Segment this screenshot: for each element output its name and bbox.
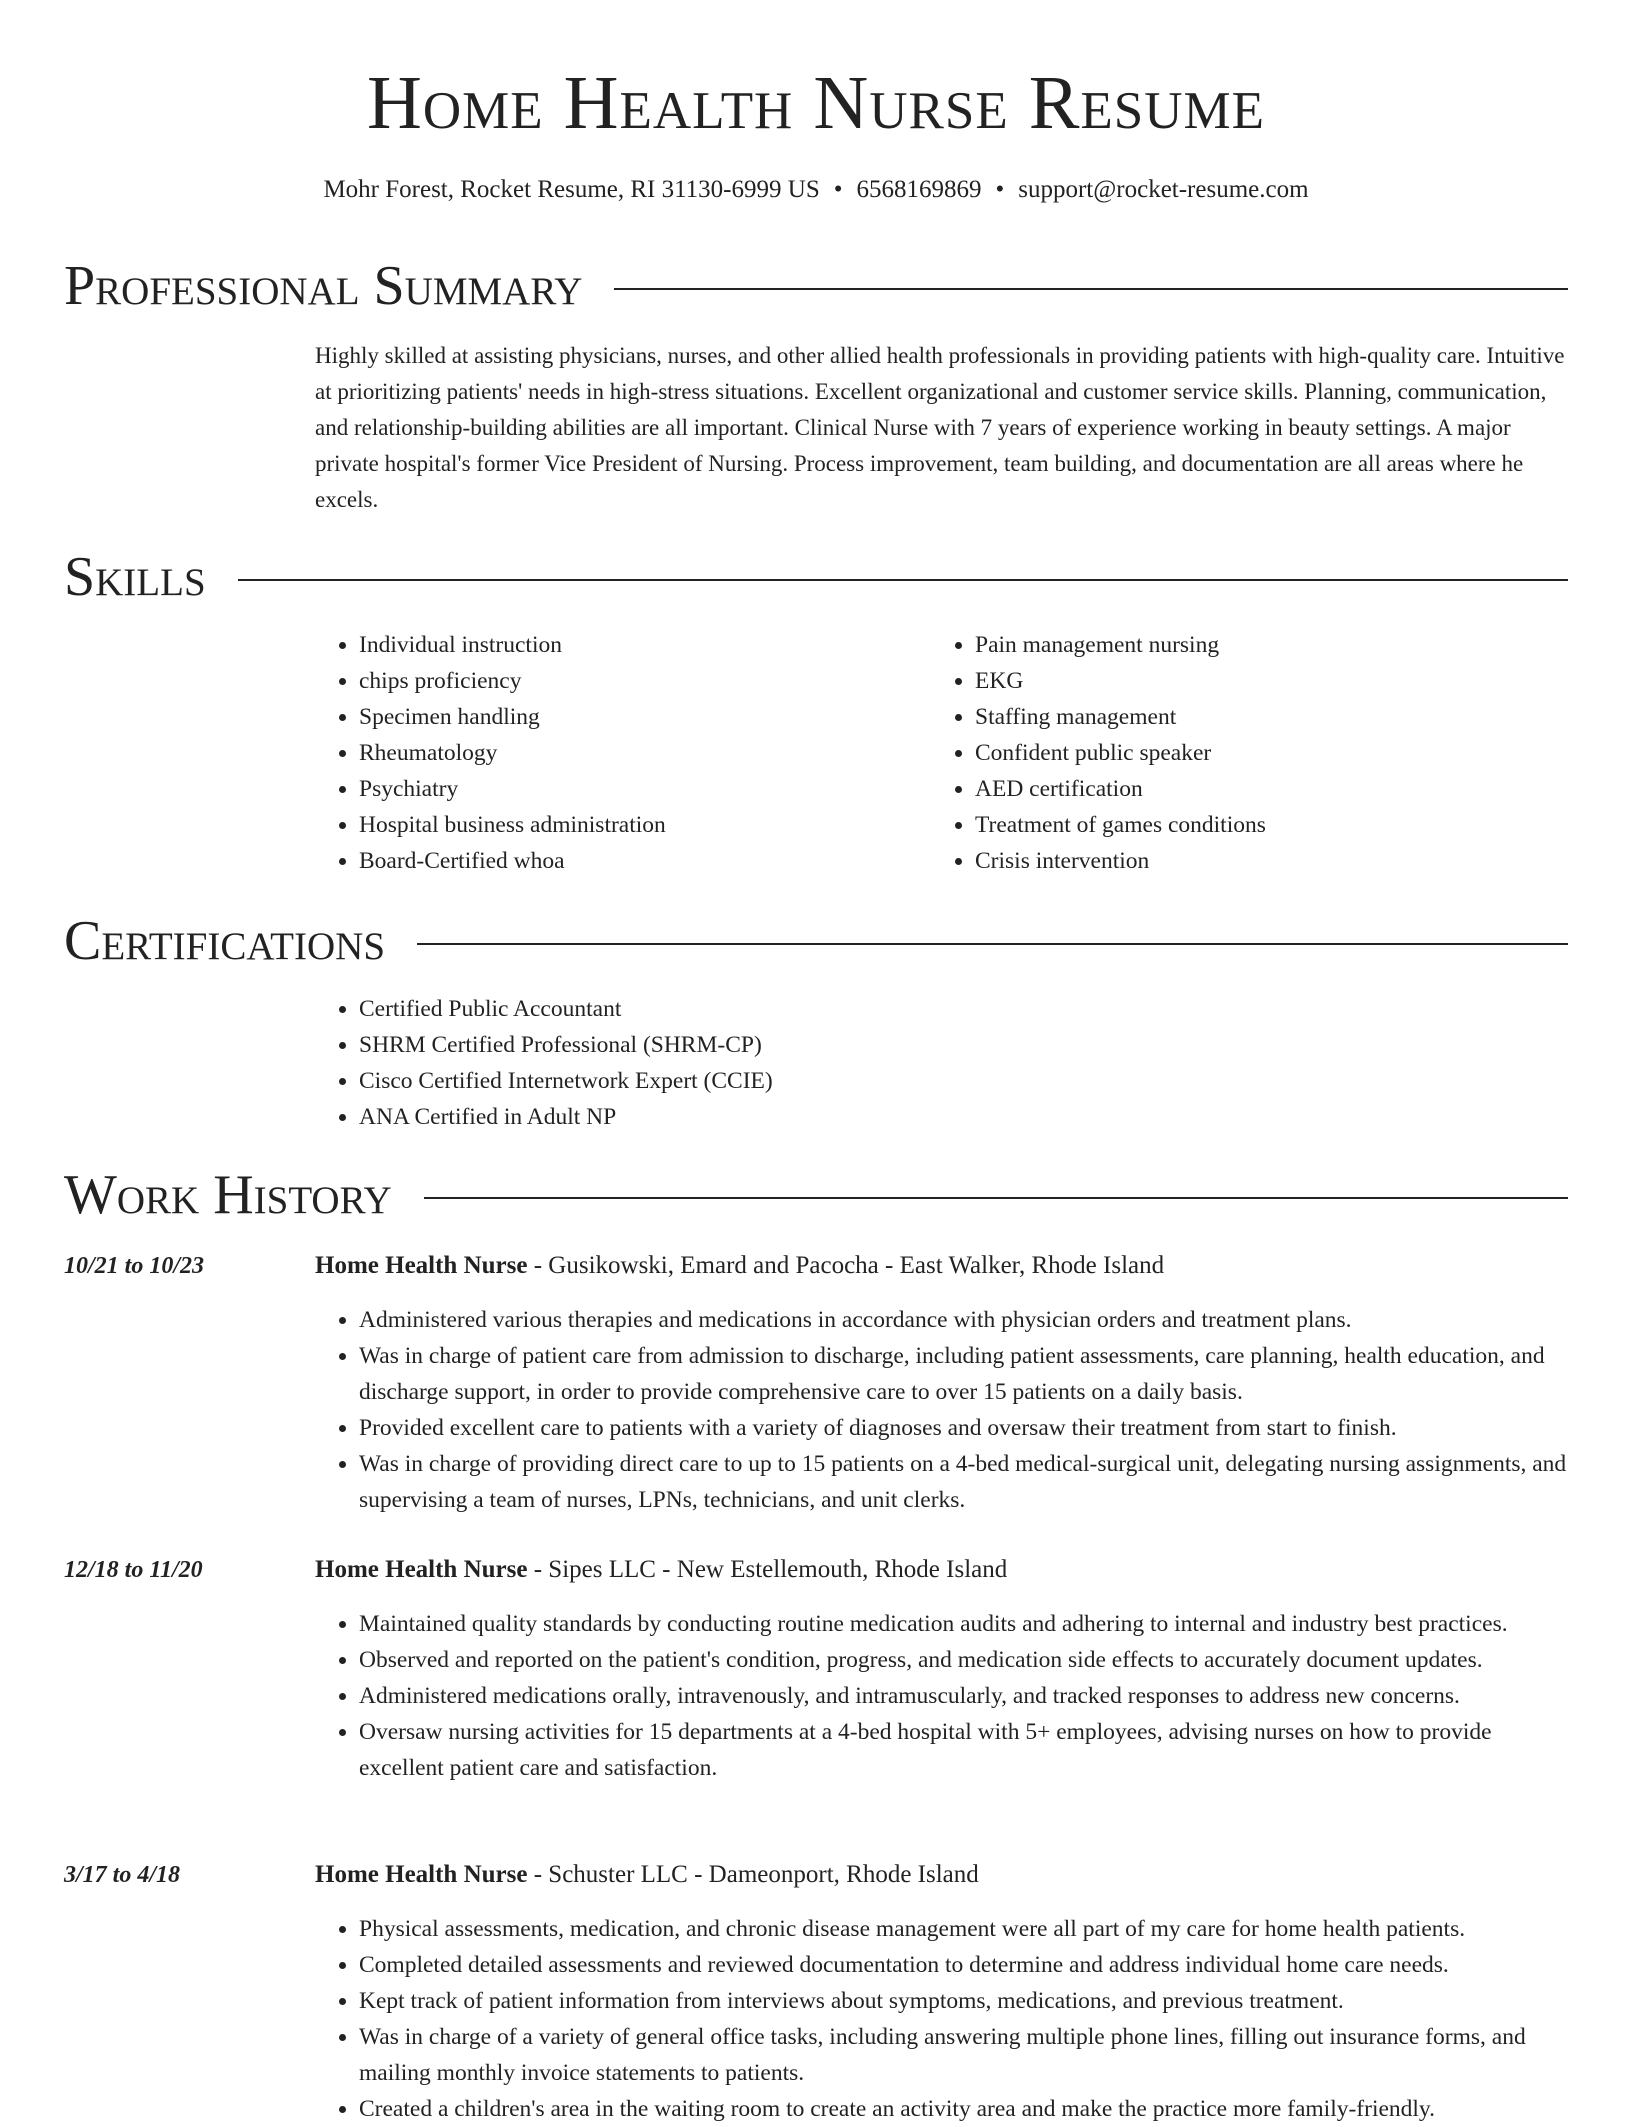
duty-item: • Physical assessments, medication, and chronic disease management were all part of my care for home health patients. [359,1911,1578,1947]
skills-right-list [931,627,1571,879]
job-heading [315,1248,1164,1284]
skill-item: • Individual instruction [359,627,915,663]
duty-item: • Administered medications orally, intravenously, and intramuscularly, and tracked responses to address new concerns. [359,1678,1578,1714]
job-dates: 10/21 to 10/23 [64,1253,205,1279]
job-duties-list [315,1302,1578,1518]
summary-text: Highly skilled at assisting physicians, nurses, and other allied health professionals in providing patients with high-quality care. Intuitive at prioritizing patients' needs in high-stress situations. Excellent organizational and customer service skills. Planning, communication, and relationship-building abilities are all important. Clinical Nurse with 7 years of experience working in beauty settings. A major private hospital's former Vice President of Nursing. Process improvement, team building, and documentation are all areas where he excels. [315,343,1565,512]
duty-item: • Completed detailed assessments and reviewed documentation to determine and address individual home care needs. [359,1947,1578,1983]
section-divider [417,943,1568,945]
certification-item: • ANA Certified in Adult NP [359,1099,1575,1135]
contact-email: support@rocket-resume.com [1018,176,1309,203]
duty-item: • Was in charge of providing direct care to up to 15 patients on a 4-bed medical-surgical unit, delegating nursing assignments, and supervising a team of nurses, LPNs, technicians, and unit clerks. [359,1446,1578,1518]
certifications-block [315,991,1575,1135]
job-role: Home Health Nurse [315,1252,528,1279]
summary-section-title: Professional Summary [64,255,583,317]
section-divider [614,288,1568,290]
job-heading [315,1857,979,1893]
job-duties [315,1302,1578,1518]
job-dates: 12/18 to 11/20 [64,1557,203,1583]
duty-item: • Was in charge of a variety of general office tasks, including answering multiple phone lines, filling out insurance forms, and mailing monthly invoice statements to patients. [359,2019,1578,2091]
skill-item: • Rheumatology [359,735,915,771]
section-divider [424,1197,1568,1199]
job-employer: - Gusikowski, Emard and Pacocha - East Walker, Rhode Island [527,1252,1165,1279]
skills-left-list [315,627,915,879]
job-role: Home Health Nurse [315,1861,528,1888]
duty-item: • Oversaw nursing activities for 15 departments at a 4-bed hospital with 5+ employees, advising nurses on how to provide excellent patient care and satisfaction. [359,1714,1578,1786]
certifications-section-header [64,909,1568,973]
job-duties-list [315,1606,1578,1786]
skill-item: • Treatment of games conditions [975,807,1571,843]
duty-item: • Was in charge of patient care from admission to discharge, including patient assessments, care planning, health education, and discharge support, in order to provide comprehensive care to over 15 patients on a daily basis. [359,1338,1578,1410]
skill-item: • chips proficiency [359,663,915,699]
skill-item: • Board-Certified whoa [359,843,915,879]
job-employer: - Schuster LLC - Dameonport, Rhode Island [527,1861,979,1888]
certifications-list [315,991,1575,1135]
contact-line [0,172,1632,208]
certification-item: • Cisco Certified Internetwork Expert (CCIE) [359,1063,1575,1099]
summary-section-header [64,254,1568,318]
skill-item: • Staffing management [975,699,1571,735]
certification-item: • SHRM Certified Professional (SHRM-CP) [359,1027,1575,1063]
job-role: Home Health Nurse [315,1556,528,1583]
job-heading [315,1552,1007,1588]
skills-section-title: Skills [64,546,206,608]
skills-section-header [64,545,1568,609]
skill-item: • Hospital business administration [359,807,915,843]
job-duties [315,1911,1578,2127]
skill-item: • Specimen handling [359,699,915,735]
work-history-section-header [64,1163,1568,1227]
duty-item: • Observed and reported on the patient's condition, progress, and medication side effects to accurately document updates. [359,1642,1578,1678]
section-divider [238,579,1568,581]
duty-item: • Created a children's area in the waiting room to create an activity area and make the practice more family-friendly. [359,2091,1578,2127]
job-duties [315,1606,1578,1786]
skills-right-column [931,627,1571,879]
skills-left-column [315,627,915,879]
resume-title: Home Health Nurse Resume [366,61,1266,145]
certification-item: • Certified Public Accountant [359,991,1575,1027]
skill-item: • Crisis intervention [975,843,1571,879]
duty-item: • Maintained quality standards by conducting routine medication audits and adhering to internal and industry best practices. [359,1606,1578,1642]
skill-item: • Psychiatry [359,771,915,807]
duty-item: • Provided excellent care to patients with a variety of diagnoses and oversaw their treatment from start to finish. [359,1410,1578,1446]
skill-item: • Pain management nursing [975,627,1571,663]
contact-separator: • [995,176,1005,203]
skill-item: • EKG [975,663,1571,699]
contact-address: Mohr Forest, Rocket Resume, RI 31130-6999 US [323,176,820,203]
duty-item: • Administered various therapies and medications in accordance with physician orders and treatment plans. [359,1302,1578,1338]
job-dates: 3/17 to 4/18 [64,1862,181,1888]
skill-item: • Confident public speaker [975,735,1571,771]
work-history-section-title: Work History [64,1164,392,1226]
job-duties-list [315,1911,1578,2127]
contact-phone: 6568169869 [856,176,982,203]
contact-separator: • [833,176,843,203]
certifications-section-title: Certifications [64,910,386,972]
skill-item: • AED certification [975,771,1571,807]
job-employer: - Sipes LLC - New Estellemouth, Rhode Island [527,1556,1008,1583]
duty-item: • Kept track of patient information from interviews about symptoms, medications, and previous treatment. [359,1983,1578,2019]
